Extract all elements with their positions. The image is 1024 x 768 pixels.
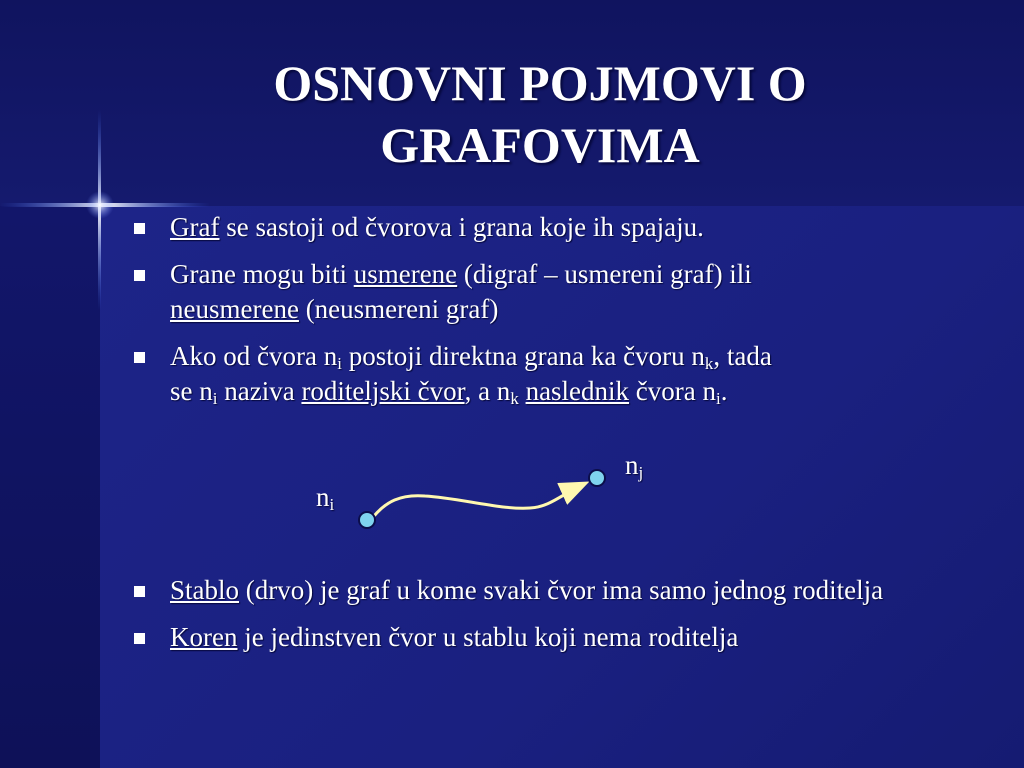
bullet-square-icon xyxy=(134,352,145,363)
title-line-1: OSNOVNI POJMOVI O xyxy=(273,55,807,111)
bullet-item-graf xyxy=(130,210,970,245)
bullet-text: čvora n xyxy=(629,376,717,406)
bullet-text xyxy=(519,376,526,406)
bullet-item-stablo xyxy=(130,573,970,608)
node-label-sub: j xyxy=(638,463,644,482)
subscript: i xyxy=(716,389,721,408)
directed-edge xyxy=(374,484,584,516)
node-label-base: n xyxy=(625,450,639,480)
left-band xyxy=(0,206,100,768)
subscript: k xyxy=(704,354,714,373)
bullet-item-koren xyxy=(130,620,970,655)
bullet-square-icon xyxy=(134,633,145,644)
graph-diagram xyxy=(300,450,680,540)
bullet-text: . xyxy=(720,376,728,406)
node-label-sub: i xyxy=(329,495,335,514)
graph-node-to xyxy=(589,470,605,486)
bullet-text: se sastoji od čvorova i grana koje ih spajaju. xyxy=(219,212,704,242)
graph-edge-svg xyxy=(300,450,680,540)
bullet-text: (drvo) je graf u kome svaki čvor ima samo jednog roditelja xyxy=(239,575,884,605)
bullet-square-icon xyxy=(134,586,145,597)
term-stablo: Stablo xyxy=(170,575,240,605)
bullet-item-grane xyxy=(130,257,970,327)
term-roditeljski-cvor: roditeljski čvor xyxy=(301,376,465,406)
bullet-text: (neusmereni graf) xyxy=(298,294,499,324)
term-koren: Koren xyxy=(170,622,238,652)
bullet-item-roditelj xyxy=(130,339,970,409)
term-naslednik: naslednik xyxy=(525,376,630,406)
term-neusmerene: neusmerene xyxy=(170,294,299,324)
bullet-list xyxy=(130,210,970,667)
bullet-text: (digraf – usmereni graf) ili xyxy=(457,259,752,289)
term-usmerene: usmerene xyxy=(353,259,458,289)
bullet-square-icon xyxy=(134,270,145,281)
bullet-text: je jedinstven čvor u stablu koji nema roditelja xyxy=(237,622,739,652)
subscript: i xyxy=(337,354,342,373)
bullet-text: Ako od čvora n xyxy=(170,341,338,371)
subscript: k xyxy=(510,389,519,408)
graph-node-from xyxy=(359,512,375,528)
title-line-2: GRAFOVIMA xyxy=(380,117,700,173)
bullet-text: naziva xyxy=(217,376,302,406)
subscript: i xyxy=(212,389,218,408)
slide-title xyxy=(100,52,980,176)
term-graf: Graf xyxy=(170,212,220,242)
bullet-text: Grane mogu biti xyxy=(170,259,354,289)
bullet-text: , tada xyxy=(713,341,772,371)
bullet-text: postoji direktna grana ka čvoru n xyxy=(341,341,705,371)
bullet-text: se n xyxy=(170,376,213,406)
node-label-base: n xyxy=(316,482,330,512)
bullet-text: , a n xyxy=(464,376,511,406)
bullet-square-icon xyxy=(134,223,145,234)
